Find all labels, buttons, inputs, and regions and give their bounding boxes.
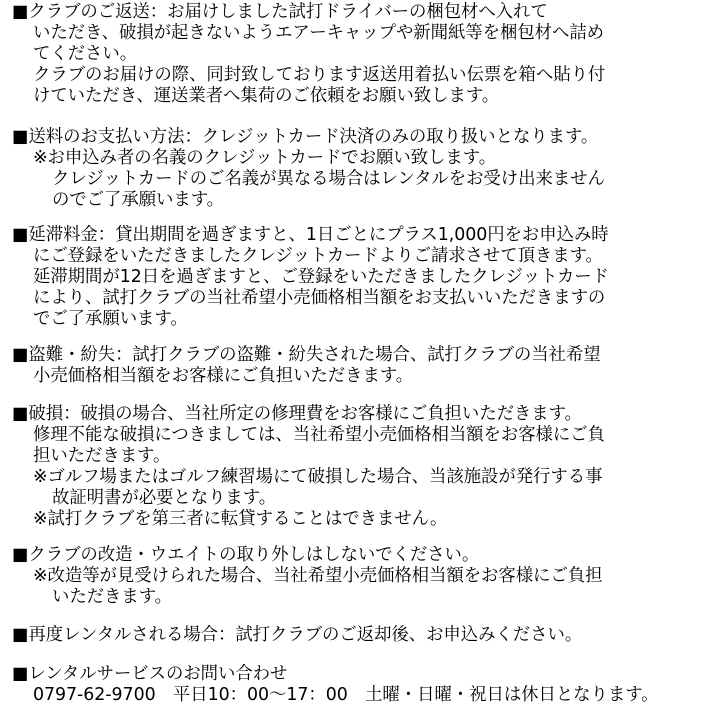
theft-loss-heading: ■盗難・紛失：試打クラブの盗難・紛失された場合、試打クラブの当社希望 — [12, 345, 601, 365]
return-text: クラブのお届けの際、同封致しております返送用着払い伝票を箱へ貼り付 — [33, 65, 606, 85]
damage-text: 修理不能な破損につきましては、当社希望小売価格相当額をお客様にご負 — [33, 425, 605, 445]
return-text: けていただき、運送業者へ集荷のご依頼をお願い致します。 — [33, 86, 500, 106]
contact-details: 0797-62-9700 平日10：00～17：00 土曜・日曜・祝日は休日となります。 — [33, 685, 659, 705]
shipping-payment-note: クレジットカードのご名義が異なる場合はレンタルをお受け出来ません — [52, 169, 605, 189]
shipping-payment-heading: ■送料のお支払い方法：クレジットカード決済のみの取り扱いとなります。 — [12, 127, 599, 147]
modification-note: いただきます。 — [52, 587, 172, 607]
contact-heading: ■レンタルサービスのお問い合わせ — [12, 664, 288, 684]
re-rental-heading: ■再度レンタルされる場合：試打クラブのご返却後、お申込みください。 — [12, 625, 583, 645]
late-fee-text: でご了承願います。 — [33, 309, 188, 329]
shipping-payment-note: のでご了承願います。 — [52, 190, 225, 210]
shipping-payment-note: ※お申込み者の名義のクレジットカードでお願い致します。 — [33, 148, 497, 168]
modification-heading: ■クラブの改造・ウエイトの取り外しはしないでください。 — [12, 545, 480, 565]
modification-note: ※改造等が見受けられた場合、当社希望小売価格相当額をお客様にご負担 — [33, 566, 603, 586]
damage-note: ※ゴルフ場またはゴルフ練習場にて破損した場合、当該施設が発行する事 — [33, 467, 603, 487]
theft-loss-text: 小売価格相当額をお客様にご負担いただきます。 — [33, 366, 414, 386]
late-fee-text: により、試打クラブの当社希望小売価格相当額をお支払いいただきますの — [33, 288, 606, 308]
damage-note: 故証明書が必要となります。 — [52, 488, 277, 508]
return-text: いただき、破損が起きないようエアーキャップや新聞紙等を梱包材へ詰め — [33, 23, 605, 43]
late-fee-heading: ■延滞料金：貸出期間を過ぎますと、1日ごとにプラス1,000円をお申込み時 — [12, 225, 609, 245]
damage-note: ※試打クラブを第三者に転貸することはできません。 — [33, 509, 448, 529]
return-heading: ■クラブのご返送：お届けしました試打ドライバーの梱包材へ入れて — [12, 2, 548, 22]
damage-text: 担いただきます。 — [33, 446, 171, 466]
damage-heading: ■破損：破損の場合、当社所定の修理費をお客様にご負担いただきます。 — [12, 404, 582, 424]
late-fee-text: にご登録をいただきましたクレジットカードよりご請求させて頂きます。 — [33, 246, 603, 266]
late-fee-text: 延滞期間が12日を過ぎますと、ご登録をいただきましたクレジットカード — [33, 267, 609, 287]
return-text: てください。 — [33, 44, 138, 64]
